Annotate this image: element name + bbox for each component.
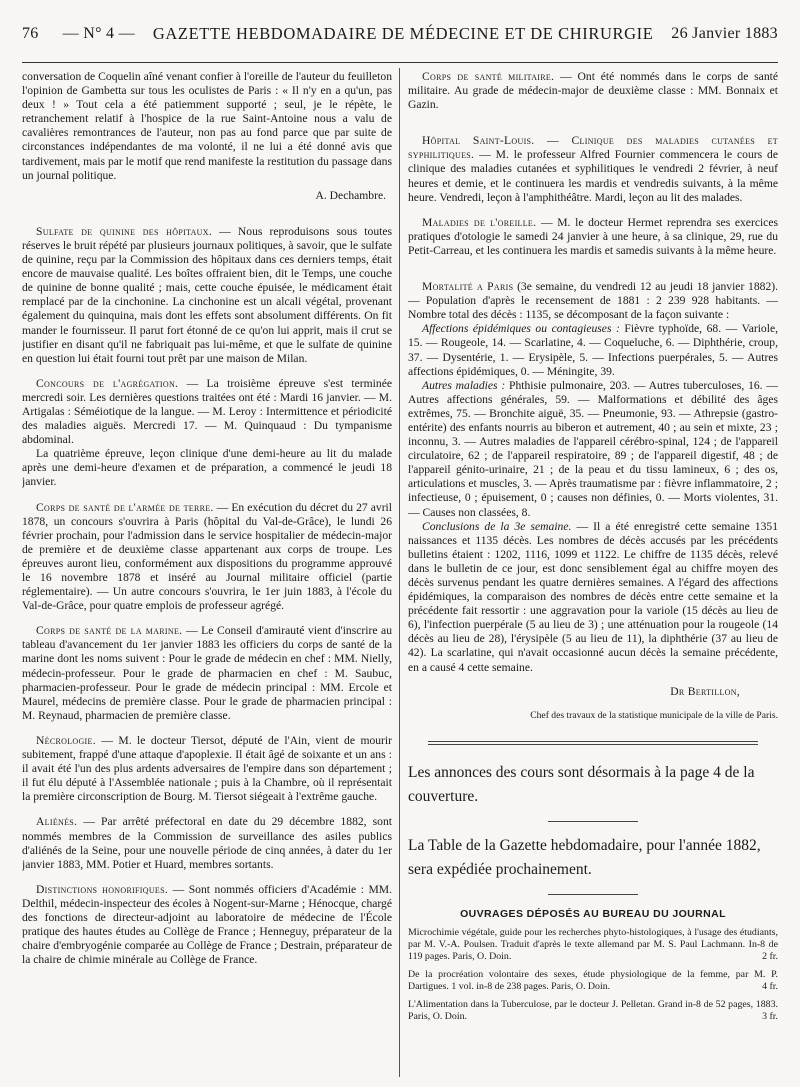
article-militaire xyxy=(408,70,778,112)
article-alienes xyxy=(22,815,392,871)
mortalite-conclusions-text: — Il a été enregistré cette semaine 1351 naissances et 1135 décès. Les nombres de décès accusés par les précédents bulletins étaient : 1202, 1116, 1099 et 1122. Le chiffre de 1135 décès, relevé dans le bulletin de ce jour, est donc sensiblement égal au chiffre moyen des décès survenus pendant les quatre dernières semaines. A l'égard des affections épidémiques, la comparaison des nombres de décès entre cette semaine et la précédente fait ressortir : une aggravation pour la variole (15 décès au lieu de 6), l'infection puerpérale (5 au lieu de 3) ; une atténuation pour la rougeole (14 décès au lieu de 28), l'érysipèle (5 au lieu de 11), la diphthérie (37 au lieu de 42). La scarlatine, qui n'avait occasionné aucun décès la semaine précédente, en a causé 4 cette semaine. xyxy=(408,519,778,674)
signature-bertillon-title: Chef des travaux de la statistique municipale de la ville de Paris. xyxy=(530,709,778,721)
article-distinctions-text: — Sont nommés officiers d'Académie : MM. Delthil, médecin-inspecteur des écoles à Nogent-sur-Marne ; Hénocque, chargé des fonctions de directeur-adjoint au laboratoire de médecine de l'École pratique des hautes études au Collège de France ; Henneguy, préparateur de la chaire d'embryogénie comparée au Collège de France ; Destrain, préparateur de la chaire de chimie minérale au Collège de France. xyxy=(22,882,392,967)
article-mortalite-text: (3e semaine, du vendredi 12 au jeudi 18 janvier 1882). — Population d'après le recensement de 1881 : 2 239 928 habitants. — Nombre total des décès : 1135, se décomposant de la façon suivante : xyxy=(408,280,778,322)
article-saint-louis-title: Hôpital Saint-Louis. — Clinique des maladies cutanées et syphilitiques. xyxy=(408,134,778,162)
ouvrages-heading: OUVRAGES DÉPOSÉS AU BUREAU DU JOURNAL xyxy=(460,907,726,920)
article-oreille xyxy=(408,216,778,258)
article-necrologie xyxy=(22,734,392,804)
article-necrologie-title: Nécrologie. xyxy=(36,733,96,747)
article-mortalite-title: Mortalité a Paris xyxy=(422,280,514,294)
article-agregation-title: Concours de l'agrégation. xyxy=(36,376,179,390)
ouvrage-price: 2 fr. xyxy=(762,950,778,962)
ouvrage-item xyxy=(408,927,778,963)
page-header xyxy=(22,18,778,50)
article-sulfate-text: — Nous reproduisons sous toutes réserves le bruit répété par plusieurs journaux politiques, à savoir, que le sulfate de quinine, reçu par la Commission des hôpitaux dans ces derniers temps, était encore de mauvaise qualité. Les boîtes offraient bien, dit le Temps, une couche de quinine de bonne qualité ; mais, cette couche épuisée, le médicament était remplacé par de la cinchonine. La cinchonine est un alcali végétal, provenant également du quinquina, mais dont les effets sont absolument différents. On fit mander le fournisseur. Il parut fort étonné de ce qu'on lui apprit, mais il crut se justifier en disant qu'il ne fabriquait pas lui-même, et que le sulfate de quinine en question lui était fourni tout prêt par une maison de Milan. xyxy=(22,224,392,365)
short-rule xyxy=(548,821,638,822)
page-number: 76 xyxy=(22,25,39,42)
article-sulfate xyxy=(22,225,392,366)
article-oreille-text: — M. le docteur Hermet reprendra ses exercices pratiques d'otologie le samedi 24 janvier à une heure, à sa clinique, 29, rue du Petit-Carreau, et les continuera les mardis et samedis suivants à la même heure. xyxy=(408,215,778,257)
article-saint-louis-text: — M. le professeur Alfred Fournier commencera le cours de clinique des maladies cutanées et syphilitiques le vendredi 2 février, à neuf heures et demie, et le continuera les mardis et vendredis suivants, à la même heure. Vendredi, leçon à l'amphithéâtre. Mardi, leçon au lit des malades. xyxy=(408,148,778,204)
announce-cours: Les annonces des cours sont désormais à la page 4 de la couverture. xyxy=(408,763,755,805)
journal-title: GAZETTE HEBDOMADAIRE DE MÉDECINE ET DE CHIRURGIE xyxy=(152,24,654,43)
article-armee-title: Corps de santé de l'armée de terre. xyxy=(36,500,214,514)
mortalite-autres-title: Autres maladies : xyxy=(422,378,506,392)
mortalite-conclusions xyxy=(408,520,778,675)
ouvrage-price: 3 fr. xyxy=(762,1010,778,1022)
mortalite-epidemiques-title: Affections épidémiques ou contagieuses : xyxy=(422,322,620,336)
double-rule xyxy=(428,741,758,745)
issue-number: — N° 4 — xyxy=(62,25,135,42)
ouvrage-item xyxy=(408,969,778,993)
article-sulfate-title: Sulfate de quinine des hôpitaux. xyxy=(36,224,213,238)
article-marine-title: Corps de santé de la marine. xyxy=(36,624,183,638)
mortalite-autres xyxy=(408,379,778,520)
left-column xyxy=(22,70,392,1077)
short-rule-2 xyxy=(548,894,638,895)
article-distinctions-title: Distinctions honorifiques. xyxy=(36,882,169,896)
article-saint-louis xyxy=(408,134,778,204)
article-distinctions xyxy=(22,883,392,968)
article-agregation-text2: La quatrième épreuve, leçon clinique d'une demi-heure au lit du malade après une demi-heure d'examen et de préparation, a commencé le jeudi 18 janvier. xyxy=(22,447,392,489)
signature-bertillon: Dr Bertillon, xyxy=(670,684,740,698)
article-marine-text: — Le Conseil d'amirauté vient d'inscrire au tableau d'avancement du 1er janvier 1883 les officiers du corps de santé de la marine dont les noms suivent : Pour le grade de médecin en chef : MM. Nielly, médecin-professeur. Pour le grade de pharmacien en chef : M. Saubuc, pharmacien-professeur. Pour le grade de médecin principal : MM. Ercole et Maurel, médecins de première classe. Pour le grade de pharmacien principal : M. Reynaud, pharmacien de première classe. xyxy=(22,624,392,722)
article-agregation xyxy=(22,377,392,447)
article-alienes-title: Aliénés. xyxy=(36,815,78,829)
mortalite-epidemiques xyxy=(408,322,778,378)
announce-table: La Table de la Gazette hebdomadaire, pour l'année 1882, sera expédiée prochainement. xyxy=(408,836,761,878)
article-militaire-title: Corps de santé militaire. xyxy=(422,70,555,83)
mortalite-autres-text: Phthisie pulmonaire, 203. — Autres tuberculoses, 16. — Autres affections générales, 59. — Malformations et débilité des âges extrêmes, 75. — Bronchite aiguë, 35. — Pneumonie, 93. — Athrepsie (gastro-entérite) des enfants nourris au biberon et autrement, 40 ; au sein et mixte, 23 ; inconnu, 3. — Autres maladies de l'appareil cérébro-spinal, 124 ; de l'appareil circulatoire, 62 ; de l'appareil respiratoire, 89 ; de l'appareil digestif, 48 ; de l'appareil génito-urinaire, 21 ; de la peau et du tissu lamineux, 6 ; des os, articulations et muscles, 3. — Après traumatisme par : fièvre inflammatoire, 2 ; infectieuse, 0 ; épuisement, 0 ; causes non définies, 0. — Morts violentes, 31. — Causes non classées, 8. xyxy=(408,378,778,519)
article-alienes-text: — Par arrêté préfectoral en date du 29 décembre 1882, sont nommés membres de la Commission de surveillance des asiles publics d'aliénés de la Seine, pour une nouvelle période de cinq années, à dater du 1er janvier 1883, MM. Potier et Huard, membres sortants. xyxy=(22,815,392,871)
article-militaire-text: — Ont été nommés dans le corps de santé militaire. Au grade de médecin-major de deuxième classe : MM. Bonnaix et Gazin. xyxy=(408,70,778,112)
article-marine xyxy=(22,624,392,723)
ouvrage-price: 4 fr. xyxy=(762,980,778,992)
ouvrages-list xyxy=(408,927,778,1023)
mortalite-conclusions-title: Conclusions de la 3e semaine. xyxy=(422,519,572,533)
feuilleton-conclusion: conversation de Coquelin aîné venant confier à l'oreille de l'auteur du feuilleton l'opinion de Gambetta sur tous les oculistes de Paris : « Il n'y en a qu'un, pas deux ! » Tout cela a été patiemment supporté ; seul, je le répète, le retranchement relatif à l'hospice de la rue Saint-Antoine nous a valu de cavalières remontrances de l'auteur, non pas au fond parce que par suite de circonstances indépendantes de ma volonté, il ne lui a été donné avis que tardivement, mais par le motif que rend manifeste la restitution du passage dans un journal politique. xyxy=(22,70,392,182)
article-armee-text: — En exécution du décret du 27 avril 1878, un concours s'ouvrira à Paris (hôpital du Val-de-Grâce), le lundi 26 février prochain, pour l'admission dans le service hospitalier de médecin-major de première et de deuxième classe appartenant aux corps de troupe. Les épreuves auront lieu, conformément aux dispositions du programme approuvé le 16 novembre 1878 et inséré au Journal militaire officiel (partie réglementaire). — Un autre concours s'ouvrira, le 1er juin 1883, à l'école du Val-de-Grâce, pour quatre emplois de professeur agrégé. xyxy=(22,500,392,613)
right-column xyxy=(408,70,778,1077)
ouvrage-item xyxy=(408,999,778,1023)
article-oreille-title: Maladies de l'oreille. xyxy=(422,215,537,229)
article-agregation-text: — La troisième épreuve s'est terminée mercredi soir. Les dernières questions traitées ont été : Mardi 16 janvier. — M. Artigalas : Séméiotique de la langue. — M. Leroy : Intermittence et périodicité des maladies aiguës. Mercredi 17. — M. Quinquaud : Du tympanisme abdominal. xyxy=(22,376,392,447)
article-mortalite xyxy=(408,280,778,322)
article-necrologie-text: — M. le docteur Tiersot, député de l'Ain, vient de mourir subitement, frappé d'une attaque d'apoplexie. Il était âgé de soixante et un ans : il avait été l'un des plus ardents adversaires de l'empire dans son département ; il fut élu député à l'Assemblée nationale ; puis à la Chambre, où il représentait la première circonscription de Bourg. M. Tiersot siégeait à l'extrême gauche. xyxy=(22,733,392,804)
ouvrage-text: L'Alimentation dans la Tuberculose, par le docteur J. Pelletan. Grand in-8 de 52 pages, 1883. Paris, O. Doin. xyxy=(408,998,778,1022)
mortalite-epidemiques-text: Fièvre typhoïde, 68. — Variole, 15. — Rougeole, 14. — Scarlatine, 4. — Coqueluche, 6. — Diphthérie, croup, 37. — Dysentérie, 1. — Erysipèle, 5. — Infections puerpérales, 5. — Autres affections épidémiques, 0. — Méningite, 39. xyxy=(408,322,778,378)
ouvrage-text: Microchimie végétale, guide pour les recherches phyto-histologiques, à l'usage des étudiants, par M. V.-A. Poulsen. Traduit d'après le texte allemand par M. S. Paul Lachmann. In-8 de 119 pages. Paris, O. Doin. xyxy=(408,926,778,962)
issue-date: 26 Janvier 1883 xyxy=(671,25,778,42)
signature-dechambre: A. Dechambre. xyxy=(315,188,386,202)
article-armee xyxy=(22,501,392,614)
column-divider xyxy=(399,68,400,1077)
ouvrage-text: De la procréation volontaire des sexes, étude physiologique de la femme, par M. P. Dartigues. 1 vol. in-8 de 238 pages. Paris, O. Doin. xyxy=(408,968,778,992)
header-left xyxy=(22,25,135,43)
header-rule xyxy=(22,62,778,63)
